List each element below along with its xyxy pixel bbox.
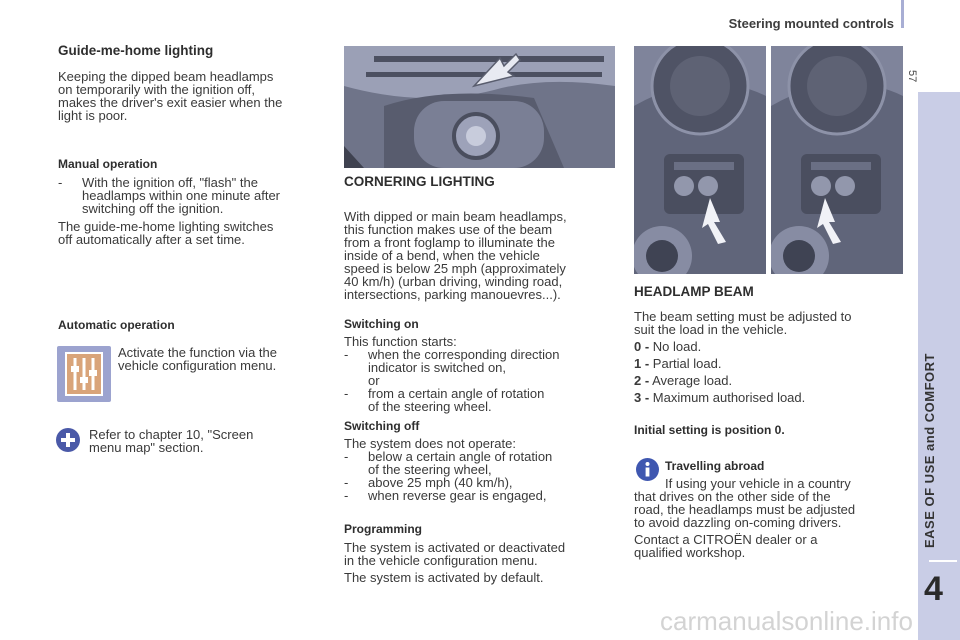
guide-me-home-heading: Guide-me-home lighting [58,43,214,58]
position-3-num: 3 - [634,390,650,405]
position-1-label: Partial load. [652,356,722,371]
tab-divider [929,560,957,562]
list-dash: - [344,488,349,503]
automatic-text-2: vehicle configuration menu. [118,358,277,373]
switch-on-2-line-1: from a certain angle of rotation [368,386,545,401]
headlamp-beam-heading: HEADLAMP BEAM [634,284,754,299]
switching-on-section [344,318,616,413]
position-0-num: 0 - [634,339,650,354]
switching-off-section [344,420,616,502]
guide-me-home-section [58,44,330,122]
dashboard-photo-right [771,46,903,274]
contact-text-2: qualified workshop. [634,545,746,560]
guide-me-home-intro-4: light is poor. [58,108,128,123]
list-dash: - [344,449,349,464]
switching-off-item-1 [344,450,616,476]
chapter-number: 4 [924,570,943,608]
abroad-text-1: If using your vehicle in a country [665,476,851,491]
switching-off-item-3 [344,489,616,502]
refer-chapter-text [89,428,329,454]
list-dash: - [344,475,349,490]
abroad-text-4: to avoid dazzling on-coming drivers. [634,515,842,530]
foglamp-photo [344,46,615,168]
manual-operation-item [58,176,330,215]
position-1 [634,357,904,370]
switch-off-3-line-1: when reverse gear is engaged, [368,488,547,503]
switch-off-1-line-1: below a certain angle of rotation [368,449,553,464]
automatic-text-1: Activate the function via the [118,345,277,360]
header-divider [901,0,904,28]
programming-default: The system is activated by default. [344,570,544,585]
list-dash: - [58,175,63,190]
cornering-intro-2: this function makes use of the beam [344,222,553,237]
position-1-num: 1 - [634,356,650,371]
automatic-operation-text [118,346,328,372]
switch-off-1-line-2: of the steering wheel, [368,462,492,477]
programming-section [344,523,616,584]
switching-on-heading: Switching on [344,317,419,331]
switching-on-lead: This function starts: [344,334,457,349]
travelling-abroad-heading: Travelling abroad [665,459,765,473]
switch-on-1-line-1: when the corresponding direction [368,347,560,362]
cornering-intro-1: With dipped or main beam headlamps, [344,209,567,224]
page-number: 57 [906,70,918,83]
cornering-intro-6: 40 km/h) (urban driving, winding road, [344,274,563,289]
refer-text-2: menu map" section. [89,440,204,455]
headlamp-intro-1: The beam setting must be adjusted to [634,309,852,324]
plus-icon [56,428,80,452]
guide-me-home-intro-1: Keeping the dipped beam headlamps [58,69,274,84]
chapter-title: EASE OF USE and COMFORT [922,353,937,548]
headlamp-intro-2: suit the load in the vehicle. [634,322,788,337]
switch-on-1-line-2: indicator is switched on, [368,360,507,375]
refer-text-1: Refer to chapter 10, "Screen [89,427,254,442]
switching-on-item-1 [344,348,616,387]
manual-item-line-1: With the ignition off, "flash" the [82,175,258,190]
manual-item-line-2: headlamps within one minute after [82,188,281,203]
position-0 [634,340,904,353]
programming-heading: Programming [344,522,423,536]
travelling-abroad-text [634,477,906,559]
position-0-label: No load. [652,339,702,354]
switching-off-lead: The system does not operate: [344,436,516,451]
position-3-label: Maximum authorised load. [652,390,806,405]
switch-off-2-line-1: above 25 mph (40 km/h), [368,475,513,490]
dashboard-photo-left [634,46,766,274]
switching-off-heading: Switching off [344,419,420,433]
programming-text-2: in the vehicle configuration menu. [344,553,538,568]
abroad-text-3: road, the headlamps must be adjusted [634,502,856,517]
guide-me-home-intro-2: on temporarily with the ignition off, [58,82,256,97]
position-2-label: Average load. [652,373,733,388]
watermark: carmanualsonline.info [660,606,913,636]
manual-operation-heading: Manual operation [58,157,158,171]
position-2 [634,374,904,387]
abroad-text-2: that drives on the other side of the [634,489,831,504]
switch-on-1-line-3: or [368,373,380,388]
automatic-operation-heading: Automatic operation [58,318,175,332]
cornering-intro-4: inside of a bend, when the vehicle [344,248,540,263]
switching-on-item-2 [344,387,616,413]
guide-me-home-intro-3: makes the driver's exit easier when the [58,95,283,110]
list-dash: - [344,386,349,401]
cornering-intro-7: intersections, parking manouevres...). [344,287,561,302]
manual-item-line-3: switching off the ignition. [82,201,224,216]
cornering-intro-5: speed is below 25 mph (approximately [344,261,566,276]
initial-setting: Initial setting is position 0. [634,423,785,437]
switch-on-2-line-2: of the steering wheel. [368,399,492,414]
programming-text-1: The system is activated or deactivated [344,540,566,555]
cornering-section [344,175,616,301]
contact-text-1: Contact a CITROËN dealer or a [634,532,818,547]
headlamp-beam-section [634,285,904,437]
position-2-num: 2 - [634,373,650,388]
manual-after-2: off automatically after a set time. [58,232,245,247]
cornering-heading: CORNERING LIGHTING [344,174,495,189]
configuration-menu-icon [57,346,111,402]
running-header: Steering mounted controls [728,16,894,31]
position-3 [634,391,904,404]
cornering-intro-3: from a front foglamp to illuminate the [344,235,555,250]
list-dash: - [344,347,349,362]
manual-operation-section [58,158,330,246]
manual-after-1: The guide-me-home lighting switches [58,219,274,234]
